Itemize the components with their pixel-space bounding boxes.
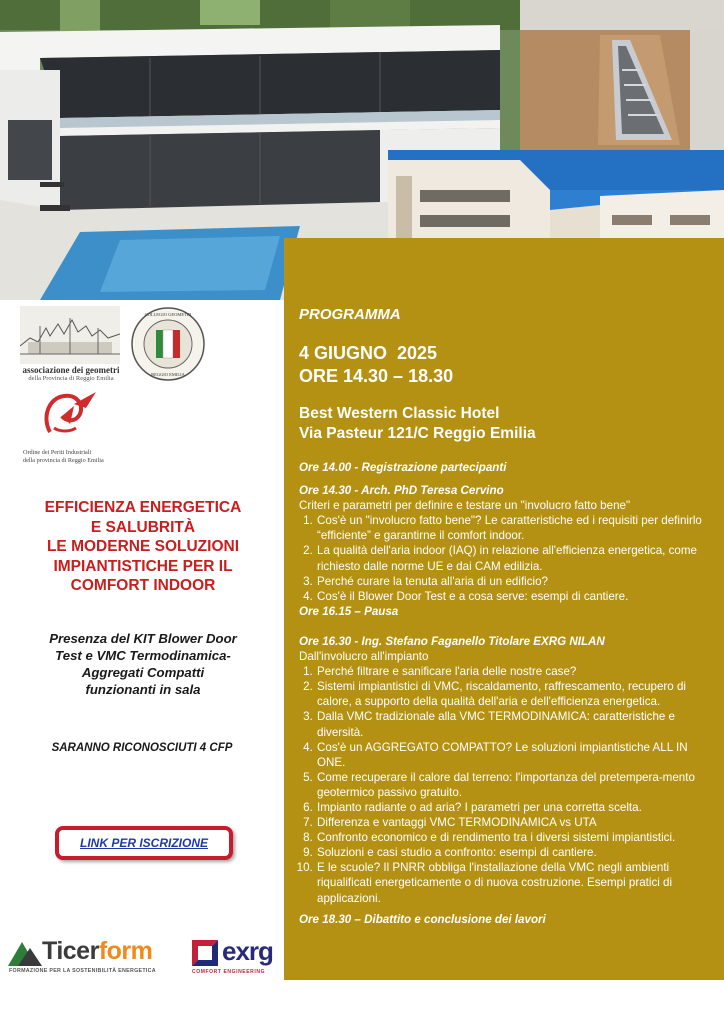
ticerform-mountain-icon (8, 938, 42, 966)
agenda-item: 2. Sistemi impiantistici di VMC, riscaldamento, raffrescamento, recupero di calore, a supporto della qualità dell'aria e dell'efficienza energetica. (316, 679, 717, 709)
floor-grille-photo (520, 0, 724, 150)
event-title-line: LE MODERNE SOLUZIONI (46, 538, 240, 555)
agenda-item: 8. Confronto economico e di rendimento tra i diversi sistemi impiantistici. (316, 830, 717, 845)
svg-text:REGGIO EMILIA: REGGIO EMILIA (151, 372, 185, 377)
kit-line: funzionanti in sala (85, 682, 201, 697)
session1-heading: Ore 14.30 - Arch. PhD Teresa Cervino (299, 484, 504, 498)
geometri-name: associazione dei geometri (22, 365, 120, 375)
periti-logo-text (23, 449, 133, 465)
session1-list (299, 513, 717, 604)
venue-name: Best Western Classic Hotel (299, 405, 500, 422)
session2-list (299, 664, 717, 906)
geometri-city-engraving-logo (20, 306, 120, 364)
agenda-item: 3. Dalla VMC tradizionale alla VMC TERMODINAMICA: caratteristiche e diversità. (316, 709, 717, 739)
venue-address: Via Pasteur 121/C Reggio Emilia (299, 425, 536, 442)
kit-line: Presenza del KIT Blower Door (49, 631, 237, 646)
agenda-item: 9. Soluzioni e casi studio a confronto: esempi di cantiere. (316, 845, 717, 860)
ticer-name-b: form (98, 937, 153, 965)
agenda-item: 4. Cos'è un AGGREGATO COMPATTO? Le soluzioni impiantistiche ALL IN ONE. (316, 740, 717, 770)
periti-line2: della provincia di Reggio Emilia (23, 457, 104, 464)
periti-line1: Ordine dei Periti Industriali (23, 449, 92, 456)
event-title (12, 498, 274, 596)
geometri-sub: della Provincia di Reggio Emilia (28, 375, 114, 382)
periti-industriali-logo (40, 388, 100, 438)
registration-link-label[interactable]: LINK PER ISCRIZIONE (79, 836, 208, 850)
agenda-item: 2. La qualità dell'aria indoor (IAQ) in relazione all'efficienza energetica, come richiesto dalle norme UE e dai CAM edilizia. (316, 543, 717, 573)
ticer-name-a: Ticer (42, 937, 99, 965)
kit-line: Test e VMC Termodinamica- (55, 648, 231, 663)
event-title-line: EFFICIENZA ENERGETICA (44, 499, 242, 516)
agenda-item: 6. Impianto radiante o ad aria? I parametri per una corretta scelta. (316, 800, 717, 815)
registration-link-button[interactable] (55, 826, 233, 860)
event-date: 4 GIUGNO 2025 (299, 343, 438, 363)
ticerform-logo (42, 937, 152, 966)
cfp-notice: SARANNO RICONOSCIUTI 4 CFP (51, 742, 233, 754)
event-title-line: E SALUBRITÀ (90, 518, 196, 536)
exrg-logo: exrg (222, 936, 273, 966)
agenda-item: 7. Differenza e vantaggi VMC TERMODINAMICA vs UTA (316, 815, 717, 830)
session2-heading: Ore 16.30 - Ing. Stefano Faganello Titolare EXRG NILAN (299, 634, 605, 648)
agenda (299, 460, 717, 927)
agenda-item: 10. E le scuole? Il PNRR obbliga l'installazione della VMC negli ambienti riqualificati energeticamente o di nuova costruzione. Esempi pratici di applicazioni. (316, 860, 717, 905)
registration-slot: Ore 14.00 - Registrazione partecipanti (299, 461, 507, 474)
agenda-item: 1. Perché filtrare e sanificare l'aria delle nostre case? (316, 664, 717, 679)
event-time: ORE 14.30 – 18.30 (299, 366, 454, 386)
collegio-geometri-seal (130, 306, 206, 382)
kit-demo-note (18, 630, 268, 698)
svg-text:COLLEGIO GEOMETRI: COLLEGIO GEOMETRI (144, 312, 192, 317)
event-title-line: IMPIANTISTICHE PER IL (53, 557, 233, 575)
session1-intro: Criteri e parametri per definire e testare un "involucro fatto bene" (299, 499, 631, 513)
ticerform-tagline: FORMAZIONE PER LA SOSTENIBILITÀ ENERGETICA (9, 968, 156, 974)
event-venue (299, 404, 536, 444)
agenda-item: 5. Come recuperare il calore dal terreno: l'importanza del pretempera-mento geotermico passivo gratuito. (316, 770, 717, 800)
event-date-time (299, 342, 453, 388)
closing-slot: Ore 18.30 – Dibattito e conclusione dei lavori (299, 912, 546, 926)
session2-intro: Dall'involucro all'impianto (299, 650, 429, 664)
pause-slot: Ore 16.15 – Pausa (299, 604, 399, 618)
exrg-tagline: COMFORT ENGINEERING (192, 969, 266, 975)
geometri-logo-text (22, 365, 120, 382)
event-title-line: COMFORT INDOOR (70, 577, 216, 594)
kit-line: Aggregati Compatti (81, 665, 205, 680)
exrg-square-icon (192, 940, 218, 966)
agenda-item: 4. Cos'è il Blower Door Test e a cosa serve: esempi di cantiere. (316, 589, 717, 604)
agenda-item: 1. Cos'è un "involucro fatto bene"? Le caratteristiche ed i requisiti per definirlo “efficiente” e garantirne il comfort indoor. (316, 513, 717, 543)
program-heading: PROGRAMMA (299, 306, 401, 323)
agenda-item: 3. Perché curare la tenuta all'aria di un edificio? (316, 574, 717, 589)
